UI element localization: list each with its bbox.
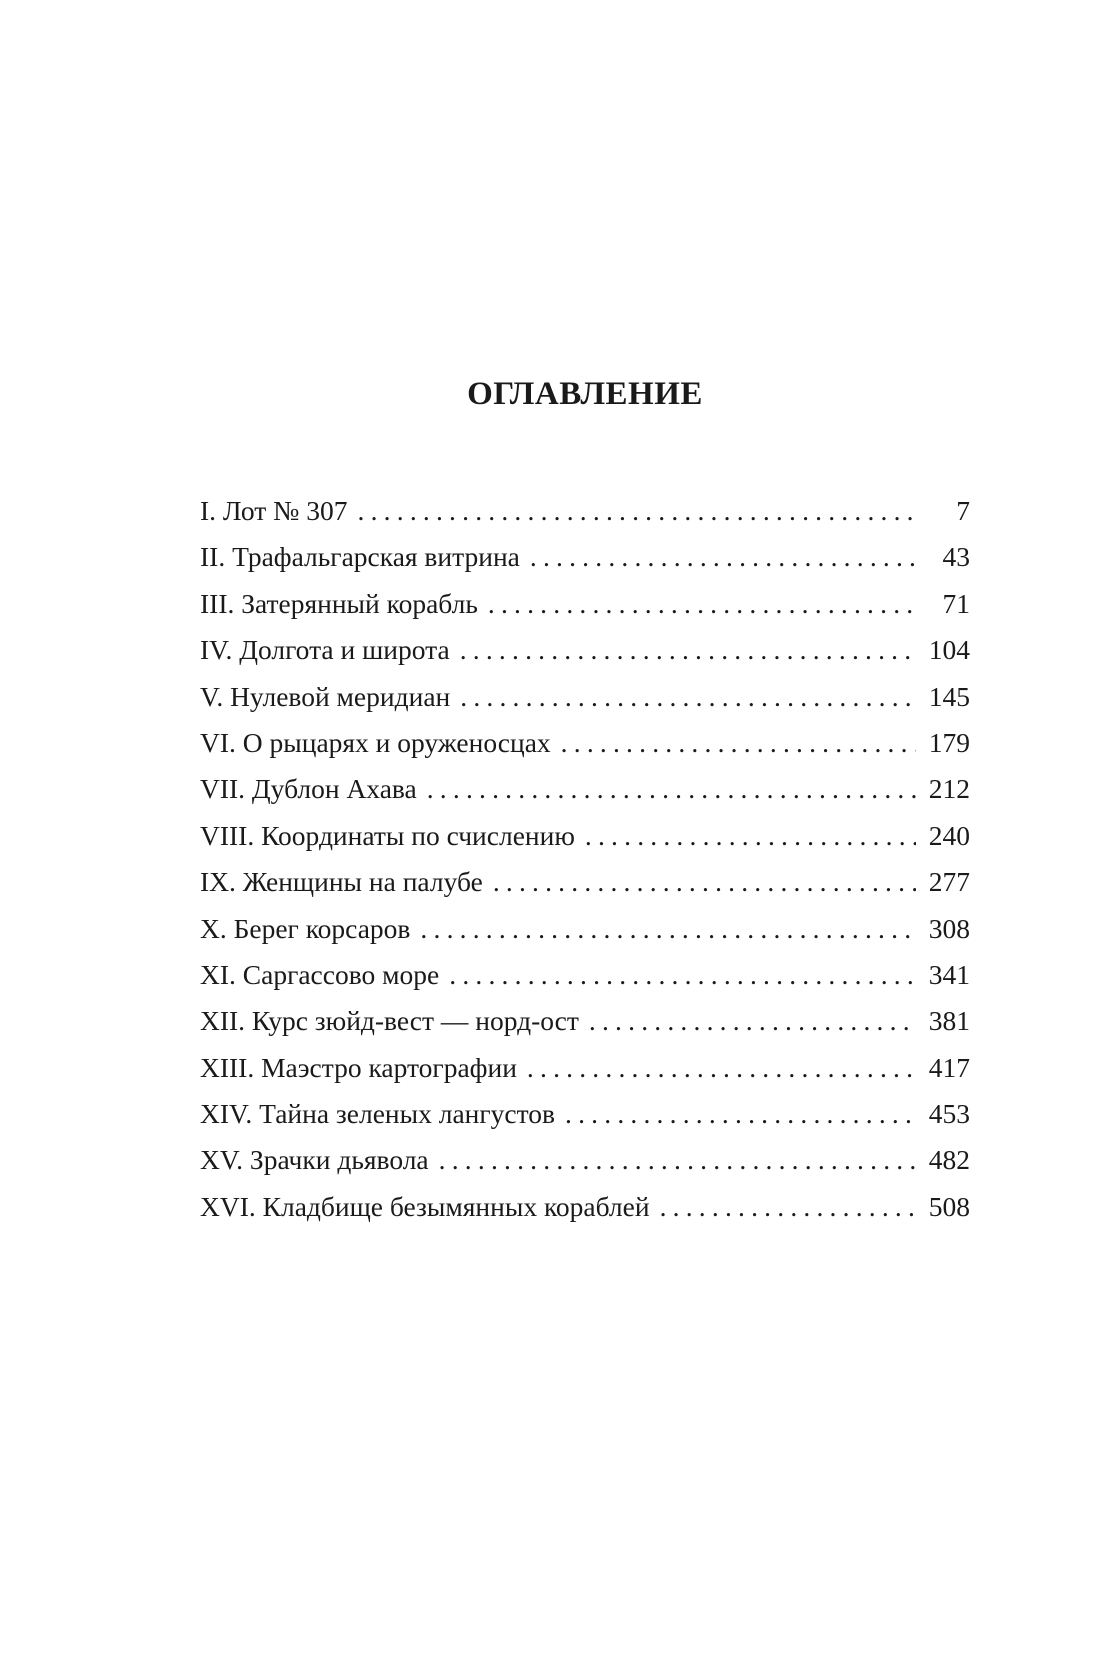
dot-leader xyxy=(527,1045,916,1091)
page-number: 212 xyxy=(928,773,970,805)
toc-entry xyxy=(200,534,970,580)
page-number: 71 xyxy=(942,587,970,619)
toc-entry xyxy=(200,720,970,766)
chapter-title: XIV. Тайна зеленых лангустов xyxy=(200,1098,556,1130)
page-number: 482 xyxy=(928,1144,970,1176)
chapter-title: VIII. Координаты по счислению xyxy=(200,819,575,851)
chapter-title: IX. Женщины на палубе xyxy=(200,866,483,898)
toc-entry xyxy=(200,906,970,952)
page-number: 341 xyxy=(928,958,970,990)
dot-leader xyxy=(420,906,916,952)
chapter-title: II. Трафальгарская витрина xyxy=(200,541,520,573)
toc-entry xyxy=(200,488,970,534)
dot-leader xyxy=(449,952,916,998)
chapter-title: III. Затерянный корабль xyxy=(200,587,478,619)
page-number: 453 xyxy=(928,1098,970,1130)
dot-leader xyxy=(488,581,916,627)
dot-leader xyxy=(660,1184,916,1230)
page-number: 417 xyxy=(928,1051,970,1083)
page-number: 145 xyxy=(928,680,970,712)
dot-leader xyxy=(439,1137,916,1183)
toc-entry xyxy=(200,998,970,1044)
table-of-contents xyxy=(200,488,970,1230)
page-number: 508 xyxy=(928,1190,970,1222)
dot-leader xyxy=(530,534,916,580)
toc-entry xyxy=(200,1137,970,1183)
page-number: 7 xyxy=(956,495,970,526)
page-number: 240 xyxy=(928,819,970,851)
page-title: ОГЛАВЛЕНИЕ xyxy=(467,376,703,412)
dot-leader xyxy=(493,859,916,905)
page-number: 277 xyxy=(928,866,970,898)
chapter-title: I. Лот № 307 xyxy=(200,495,348,526)
chapter-title: XIII. Маэстро картографии xyxy=(200,1051,517,1083)
page-number: 104 xyxy=(928,634,970,666)
chapter-title: VII. Дублон Ахава xyxy=(200,773,417,805)
dot-leader xyxy=(585,813,916,859)
chapter-title: V. Нулевой меридиан xyxy=(200,680,451,712)
dot-leader xyxy=(427,766,916,812)
toc-entry xyxy=(200,1045,970,1091)
dot-leader xyxy=(358,488,916,534)
dot-leader xyxy=(589,998,916,1044)
toc-entry xyxy=(200,859,970,905)
chapter-title: VI. О рыцарях и оруженосцах xyxy=(200,726,551,758)
chapter-title: IV. Долгота и широта xyxy=(200,634,450,666)
page-number: 43 xyxy=(942,541,970,573)
page-number: 308 xyxy=(928,912,970,944)
chapter-title: XV. Зрачки дьявола xyxy=(200,1144,429,1176)
dot-leader xyxy=(561,720,916,766)
chapter-title: XI. Саргассово море xyxy=(200,958,440,990)
dot-leader xyxy=(460,627,916,673)
chapter-title: XVI. Кладбище безымянных кораблей xyxy=(200,1190,650,1222)
chapter-title: XII. Курс зюйд-вест — норд-ост xyxy=(200,1005,579,1037)
page-number: 381 xyxy=(928,1005,970,1037)
toc-entry xyxy=(200,674,970,720)
toc-entry xyxy=(200,766,970,812)
toc-entry xyxy=(200,581,970,627)
dot-leader xyxy=(565,1091,916,1137)
toc-entry xyxy=(200,1091,970,1137)
toc-entry xyxy=(200,627,970,673)
toc-entry xyxy=(200,813,970,859)
toc-entry xyxy=(200,1184,970,1230)
dot-leader xyxy=(460,674,916,720)
chapter-title: X. Берег корсаров xyxy=(200,912,411,944)
page-number: 179 xyxy=(928,726,970,758)
toc-entry xyxy=(200,952,970,998)
